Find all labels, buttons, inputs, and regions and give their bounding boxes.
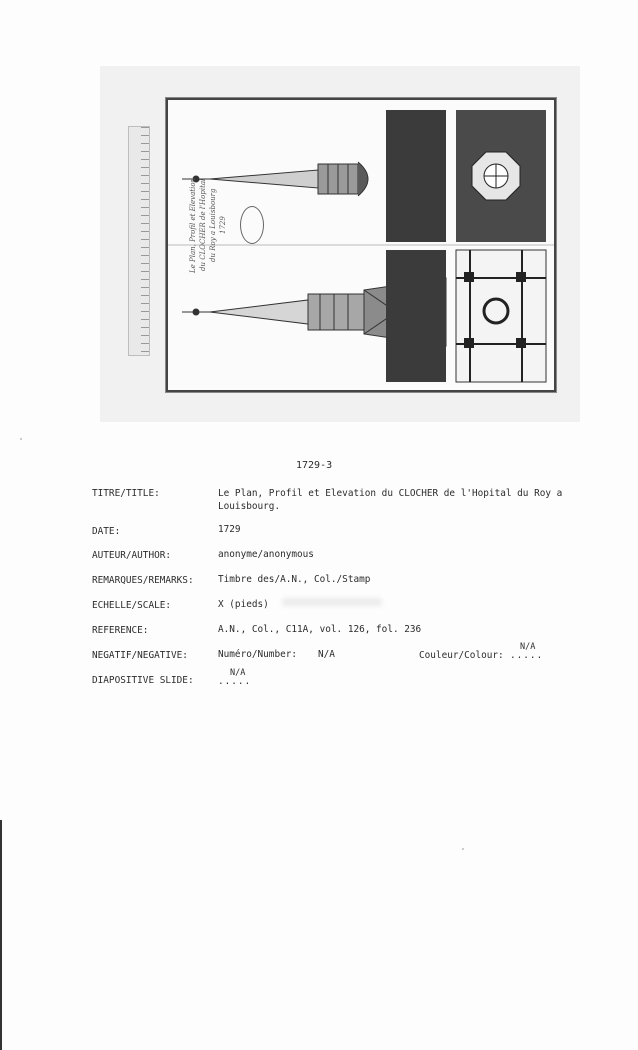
drawing-title-line-3: du Roy a Louisbourg — [209, 188, 217, 262]
negative-colour-value: N/A — [520, 642, 536, 652]
slide-value: N/A — [230, 668, 246, 678]
date-value: 1729 — [218, 524, 241, 535]
scan-edge — [0, 820, 2, 1050]
date-label: DATE: — [92, 526, 121, 537]
author-label: AUTEUR/AUTHOR: — [92, 550, 172, 561]
drawing-title-line-2: du CLOCHER de l'Hopital — [199, 178, 207, 272]
remarks-value: Timbre des/A.N., Col./Stamp — [218, 574, 371, 585]
title-value: Le Plan, Profil et Elevation du CLOCHER de l'Hopital du Roy a Louisbourg. — [218, 488, 563, 512]
erased-text-smudge — [282, 598, 382, 606]
scale-value: X (pieds) — [218, 599, 269, 610]
dust-speck — [462, 848, 464, 850]
title-label: TITRE/TITLE: — [92, 488, 160, 499]
negative-number-label: Numéro/Number: — [218, 649, 298, 660]
negative-number-value: N/A — [318, 649, 335, 660]
negative-label: NEGATIF/NEGATIVE: — [92, 650, 188, 661]
scale-label: ECHELLE/SCALE: — [92, 600, 172, 611]
author-value: anonyme/anonymous — [218, 549, 314, 560]
negative-colour-label: Couleur/Colour: — [419, 650, 504, 661]
negative-colour-dots: ..... — [510, 650, 544, 661]
drawing-title-line-4: 1729 — [219, 216, 227, 234]
reference-value: A.N., Col., C11A, vol. 126, fol. 236 — [218, 624, 422, 635]
remarks-label: REMARQUES/REMARKS: — [92, 575, 194, 586]
reference-label: REFERENCE: — [92, 625, 149, 636]
dust-speck — [20, 438, 22, 440]
drawing-title-line-1: Le Plan, Profil et Elevation — [189, 177, 197, 273]
reference-number: 1729-3 — [296, 460, 333, 471]
slide-label: DIAPOSITIVE SLIDE: — [92, 675, 194, 686]
slide-dots: ..... — [218, 676, 252, 687]
